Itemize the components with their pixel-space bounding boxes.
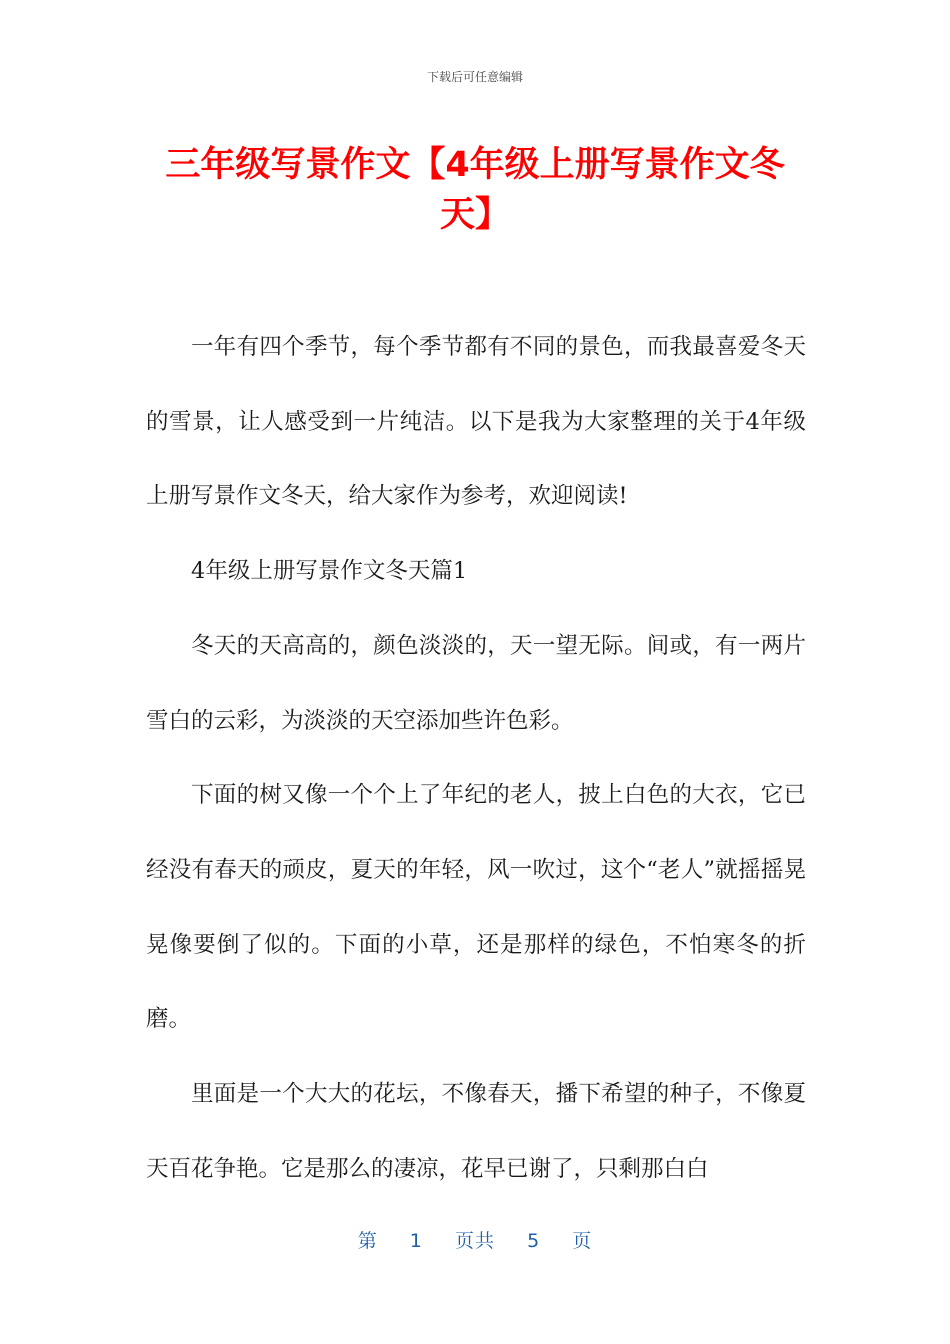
document-title: 三年级写景作文【4年级上册写景作文冬天】	[165, 145, 785, 235]
footer-middle: 页共	[454, 1230, 495, 1252]
paragraph: 冬天的天高高的，颜色淡淡的，天一望无际。间或，有一两片雪白的云彩，为淡淡的天空添加些许色彩。	[146, 632, 806, 734]
total-pages-number: 5	[527, 1230, 541, 1252]
header-note: 下载后可任意编辑	[426, 70, 523, 84]
section-heading: 4年级上册写景作文冬天篇1	[191, 558, 468, 585]
footer-suffix: 页	[572, 1230, 593, 1252]
paragraph: 下面的树又像一个个上了年纪的老人，披上白色的大衣，它已经没有春天的顽皮，夏天的年轻，风一吹过，这个“老人”就摇摇晃晃像要倒了似的。下面的小草，还是那样的绿色，不怕寒冬的折磨。	[146, 782, 806, 1033]
current-page-number: 1	[409, 1230, 423, 1252]
footer-prefix: 第	[357, 1230, 378, 1252]
document-body	[146, 310, 806, 1206]
paragraph: 里面是一个大大的花坛，不像春天，播下希望的种子，不像夏天百花争艳。它是那么的凄凉，花早已谢了，只剩那白白	[146, 1081, 806, 1182]
page-number-footer	[0, 1226, 950, 1253]
paragraph-intro: 一年有四个季节，每个季节都有不同的景色，而我最喜爱冬天的雪景，让人感受到一片纯洁。以下是我为大家整理的关于4年级上册写景作文冬天，给大家作为参考，欢迎阅读!	[146, 334, 806, 510]
